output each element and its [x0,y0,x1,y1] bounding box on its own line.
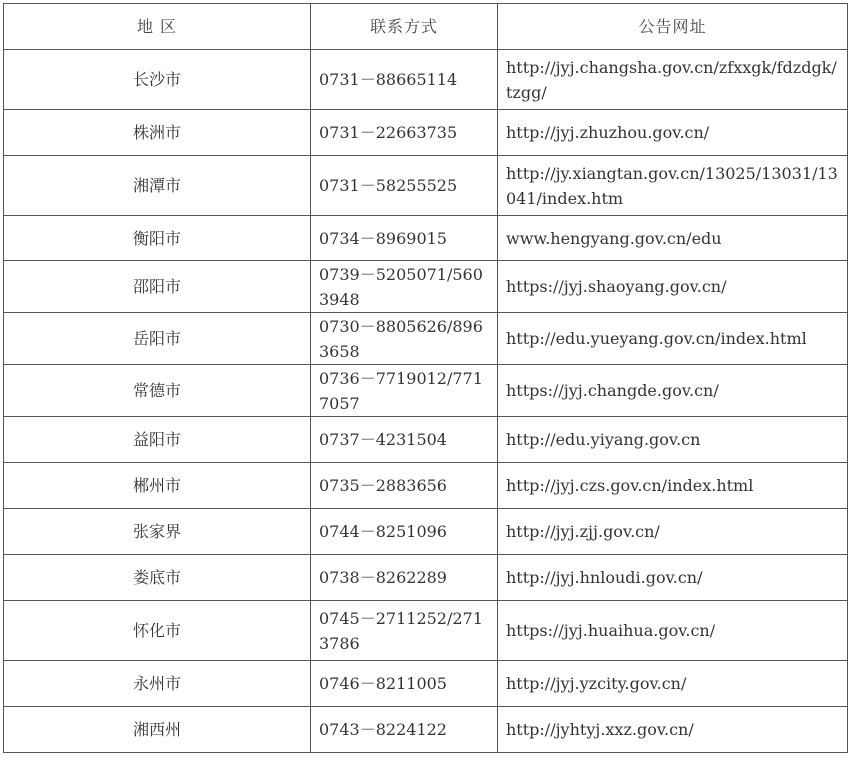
url-link[interactable]: http://jyj.hnloudi.gov.cn/ [498,555,848,601]
table-row [4,463,848,509]
table-row [4,110,848,156]
phone-cell: 0738－8262289 [311,555,498,601]
url-link[interactable]: https://jyj.shaoyang.gov.cn/ [498,261,848,313]
table-row [4,417,848,463]
region-cell: 湘西州 [4,707,311,753]
phone-cell: 0745－2711252/2713786 [311,601,498,661]
url-link[interactable]: http://jyj.yzcity.gov.cn/ [498,661,848,707]
phone-cell: 0735－2883656 [311,463,498,509]
phone-cell: 0736－7719012/7717057 [311,365,498,417]
region-cell: 岳阳市 [4,313,311,365]
url-link[interactable]: http://edu.yueyang.gov.cn/index.html [498,313,848,365]
table-row [4,216,848,261]
region-cell: 益阳市 [4,417,311,463]
url-link[interactable]: https://jyj.huaihua.gov.cn/ [498,601,848,661]
table-row [4,661,848,707]
url-link[interactable]: https://jyj.changde.gov.cn/ [498,365,848,417]
phone-cell: 0737－4231504 [311,417,498,463]
table-row [4,261,848,313]
table-row [4,555,848,601]
phone-cell: 0739－5205071/5603948 [311,261,498,313]
url-link[interactable]: http://jyhtyj.xxz.gov.cn/ [498,707,848,753]
phone-cell: 0744－8251096 [311,509,498,555]
table-row [4,707,848,753]
region-cell: 永州市 [4,661,311,707]
region-cell: 怀化市 [4,601,311,661]
table-row [4,156,848,216]
region-cell: 邵阳市 [4,261,311,313]
url-link[interactable]: http://jy.xiangtan.gov.cn/13025/13031/13041/index.htm [498,156,848,216]
region-cell: 娄底市 [4,555,311,601]
region-cell: 郴州市 [4,463,311,509]
table-header-row [4,4,848,50]
url-link[interactable]: http://jyj.czs.gov.cn/index.html [498,463,848,509]
table-row [4,50,848,110]
region-cell: 湘潭市 [4,156,311,216]
region-cell: 株洲市 [4,110,311,156]
url-link[interactable]: http://jyj.changsha.gov.cn/zfxxgk/fdzdgk/tzgg/ [498,50,848,110]
phone-cell: 0743－8224122 [311,707,498,753]
phone-cell: 0730－8805626/8963658 [311,313,498,365]
table-row [4,509,848,555]
region-cell: 张家界 [4,509,311,555]
url-link[interactable]: www.hengyang.gov.cn/edu [498,216,848,261]
url-link[interactable]: http://jyj.zhuzhou.gov.cn/ [498,110,848,156]
url-link[interactable]: http://edu.yiyang.gov.cn [498,417,848,463]
table-row [4,365,848,417]
header-region: 地 区 [4,4,311,50]
region-cell: 衡阳市 [4,216,311,261]
header-url: 公告网址 [498,4,848,50]
table-row [4,313,848,365]
contact-table [3,3,848,753]
url-link[interactable]: http://jyj.zjj.gov.cn/ [498,509,848,555]
header-contact: 联系方式 [311,4,498,50]
phone-cell: 0731－58255525 [311,156,498,216]
region-cell: 长沙市 [4,50,311,110]
phone-cell: 0731－22663735 [311,110,498,156]
region-cell: 常德市 [4,365,311,417]
table-row [4,601,848,661]
phone-cell: 0746－8211005 [311,661,498,707]
phone-cell: 0734－8969015 [311,216,498,261]
phone-cell: 0731－88665114 [311,50,498,110]
